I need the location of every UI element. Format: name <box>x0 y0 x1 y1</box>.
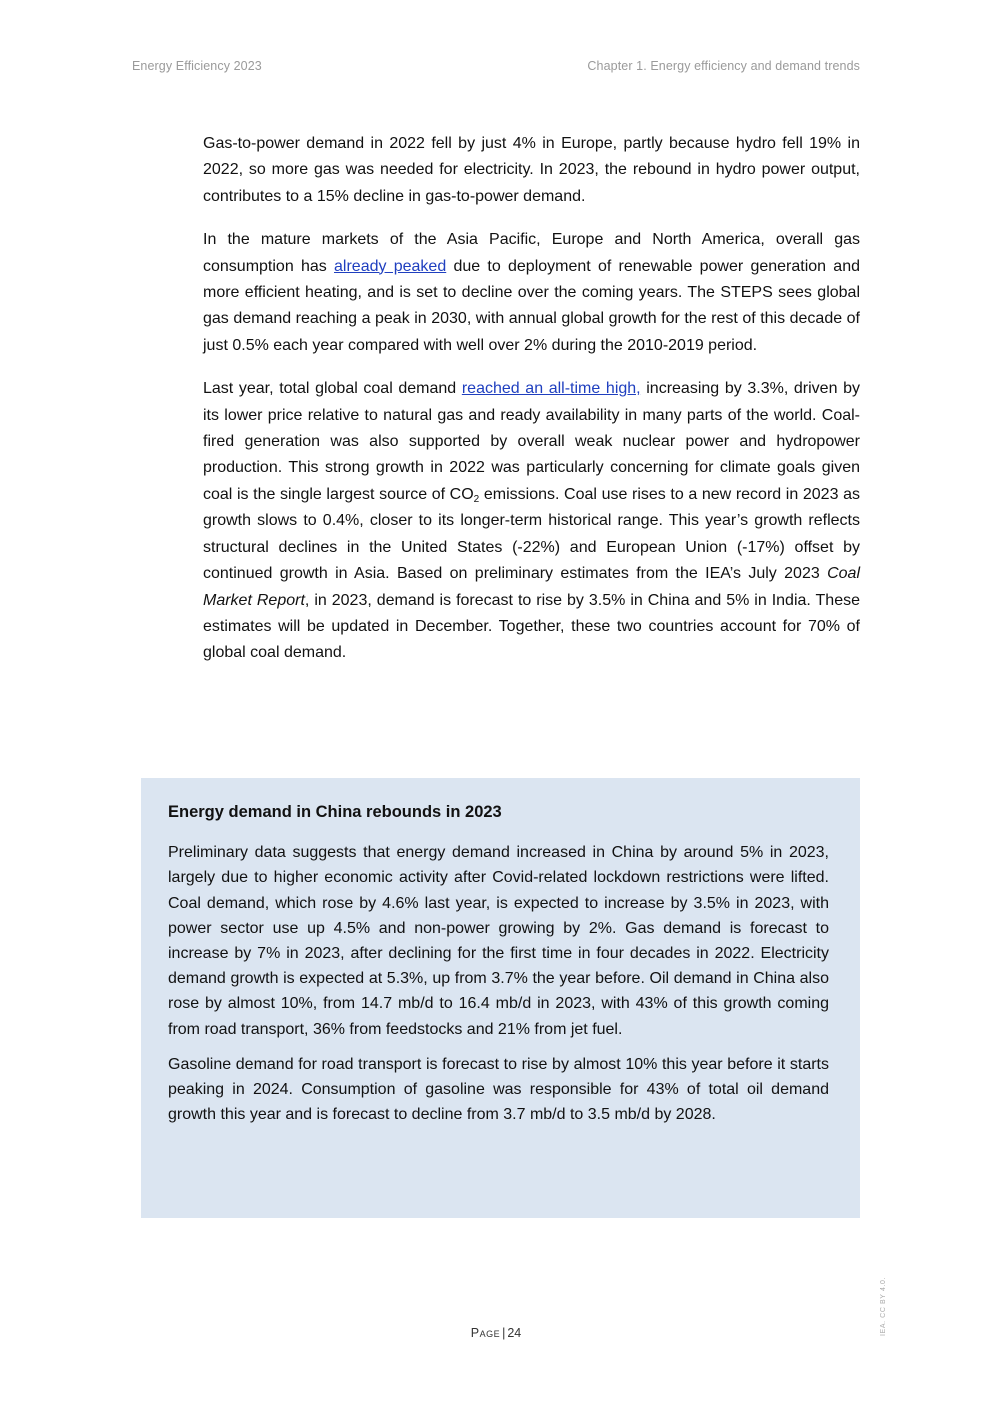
page-separator: | <box>502 1326 506 1340</box>
license-note: IEA. CC BY 4.0. <box>880 1276 887 1336</box>
chapter-title: Chapter 1. Energy efficiency and demand trends <box>587 59 860 73</box>
main-text <box>203 131 860 684</box>
co2-subscript: 2 <box>473 493 480 505</box>
paragraph-gas-peak-text: In the mature markets of the Asia Pacific, Europe and North America, overall gas consumption has <box>203 231 860 275</box>
china-demand-box <box>141 778 860 1218</box>
paragraph-coal-text-4: , in 2023, demand is forecast to rise by 3.5% in China and 5% in India. These estimates will be updated in December. Together, these two countries account for 70% of global coal demand. <box>203 591 860 662</box>
page-number: 24 <box>507 1326 522 1340</box>
paragraph-coal-demand <box>203 376 860 666</box>
paragraph-gas-peak <box>203 227 860 359</box>
box-paragraph-gasoline: Gasoline demand for road transport is forecast to rise by almost 10% this year before it starts peaking in 2024. Consumption of gasoline was responsible for 43% of total oil demand growth this year and is forecast to decline from 3.7 mb/d to 3.5 mb/d by 2028. <box>168 1055 829 1124</box>
report-title: Energy Efficiency 2023 <box>132 59 262 73</box>
all-time-high-link[interactable]: reached an all-time high, <box>461 380 641 398</box>
page-label: Page <box>470 1326 501 1340</box>
paragraph-coal-text: Last year, total global coal demand <box>203 380 462 398</box>
box-title: Energy demand in China rebounds in 2023 <box>168 803 502 821</box>
paragraph-gas-peak-text-2: due to deployment of renewable power generation and more efficient heating, and is set to decline over the coming years. The STEPS sees global gas demand reaching a peak in 2030, with annual global growth for the rest of this decade of just 0.5% each year compared with well over 2% during the 2010-2019 period. <box>203 257 861 354</box>
box-paragraph-energy: Preliminary data suggests that energy demand increased in China by around 5% in 2023, largely due to higher economic activity after Covid-related lockdown restrictions were lifted. Coal demand, which rose by 4.6% last year, is expected to increase by 3.5% in 2023, with power sector use up 4.5% and non-power growing by 2%. Gas demand is forecast to increase by 7% in 2023, after declining for the first time in four decades in 2022. Electricity demand growth is expected at 5.3%, up from 3.7% the year before. Oil demand in China also rose by almost 10%, from 14.7 mb/d to 16.4 mb/d in 2023, with 43% of this growth coming from road transport, 36% from feedstocks and 21% from jet fuel. <box>168 844 829 1038</box>
paragraph-coal-text-2: increasing by 3.3%, driven by its lower price relative to natural gas and ready availability in many parts of the world. Coal-fired generation was also supported by overall weak nuclear power and hydropower production. This strong growth in 2022 was particularly concerning for climate goals given coal is the single largest source of CO <box>203 380 861 503</box>
box-content <box>168 800 829 1137</box>
page-footer <box>0 1326 992 1340</box>
running-header <box>132 59 860 75</box>
paragraph-gas-to-power: Gas-to-power demand in 2022 fell by just 4% in Europe, partly because hydro fell 19% in 2022, so more gas was needed for electricity. In 2023, the rebound in hydro power output, contributes to a 15% decline in gas-to-power demand. <box>203 135 860 205</box>
already-peaked-link[interactable]: already peaked <box>334 257 447 275</box>
paragraph-coal-text-3: emissions. Coal use rises to a new record in 2023 as growth slows to 0.4%, closer to its longer-term historical range. This year’s growth reflects structural declines in the United States (-22%) and European Union (-17%) offset by continued growth in Asia. Based on preliminary estimates from the IEA’s July 2023 <box>203 485 860 583</box>
coal-market-report-title: Coal Market Report <box>203 565 860 609</box>
